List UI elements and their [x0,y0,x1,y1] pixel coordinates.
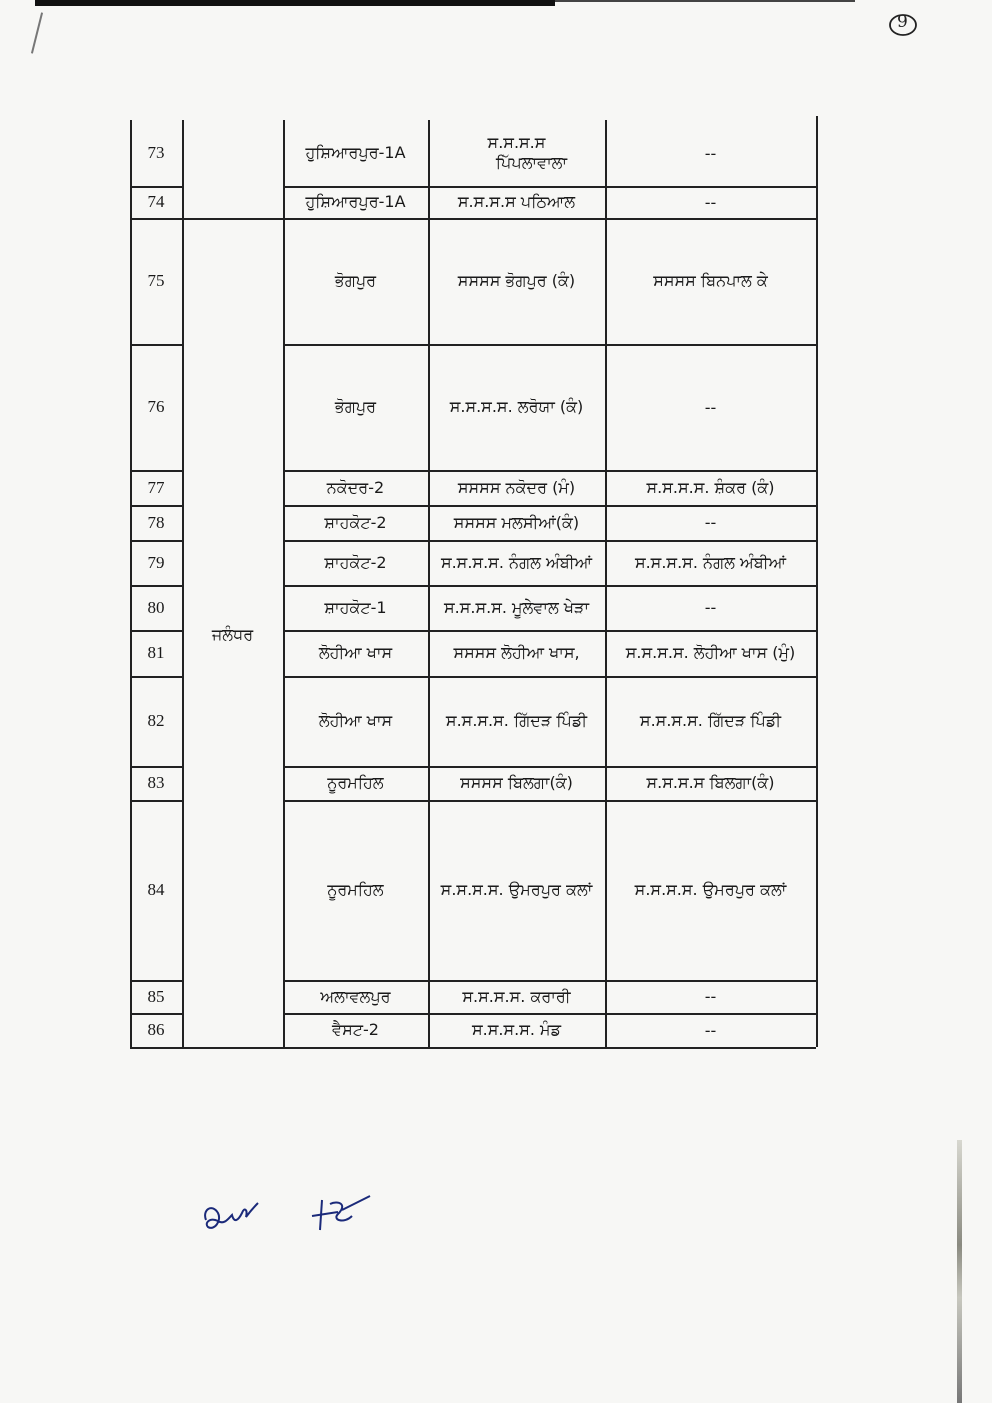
signature-2 [308,1192,378,1241]
serial-number: 85 [147,986,165,1006]
block-name: ਭੋਗਪੁਰ [334,271,377,290]
block-name: ਨੂਰਮਹਿਲ [327,880,384,899]
serial-number: 76 [147,397,165,416]
school-name: ਸਸਸਸ ਭੋਗਪੁਰ (ਕੰ) [457,271,576,290]
serial-number: 81 [147,643,165,662]
school-name: ਸ.ਸ.ਸ.ਸ. ਮੂਲੇਵਾਲ ਖੇੜਾ [443,597,590,617]
block-name: ਸ਼ਾਹਕੋਟ-2 [324,552,387,572]
scan-right-edge [957,1140,962,1403]
remarks: -- [704,987,717,1006]
school-name: ਸਸਸਸ ਬਿਲਗਾ(ਕੰ) [460,773,573,792]
scan-top-edge [35,0,555,6]
table-border [182,1047,283,1049]
table-border [816,116,818,1047]
table-border [283,1047,816,1049]
school-name: ਸ.ਸ.ਸ.ਸ. ਗਿੱਦੜ ਪਿੰਡੀ [445,711,588,730]
remarks: ਸ.ਸ.ਸ.ਸ. ਗਿੱਦੜ ਪਿੰਡੀ [639,711,782,730]
remarks: ਸ.ਸ.ਸ.ਸ. ਉਮਰਪੁਰ ਕਲਾਂ [634,880,787,899]
school-name: ਸ.ਸ.ਸ.ਸ. ਮੰਡ [472,1020,561,1039]
serial-number: 78 [147,512,165,532]
page-number-mark: 9 [887,10,921,46]
serial-number: 75 [147,271,165,290]
school-name: ਸਸਸਸ ਮਲਸੀਆਂ(ਕੰ) [453,512,580,532]
block-name: ਨਕੋਦਰ-2 [326,477,385,497]
block-name: ਨੂਰਮਹਿਲ [327,773,384,792]
serial-number: 74 [147,192,165,211]
remarks: ਸ.ਸ.ਸ.ਸ. ਨੰਗਲ ਅੰਬੀਆਂ [634,552,787,572]
serial-number: 84 [147,880,165,899]
table-border [130,1047,182,1049]
serial-number: 86 [147,1020,165,1039]
serial-number: 79 [147,552,165,572]
remarks: -- [704,1020,717,1040]
block-name: ਅਲਾਵਲਪੁਰ [320,986,391,1006]
block-name: ਸ਼ਾਹਕੋਟ-2 [324,512,387,532]
remarks: -- [704,192,717,212]
school-name [428,120,605,186]
remarks: ਸ.ਸ.ਸ.ਸ. ਸ਼ੰਕਰ (ਕੰ) [646,477,775,497]
block-name: ਹੁਸ਼ਿਆਰਪੁਰ-1A [305,143,406,162]
remarks: -- [704,397,717,417]
school-name-line2: ਪਿੱਪਲਾਵਾਲਾ [495,153,568,172]
serial-number: 83 [147,773,165,792]
remarks: -- [704,143,717,163]
block-name: ਵੈਸਟ-2 [332,1020,379,1039]
school-name: ਸ.ਸ.ਸ.ਸ. ਲਰੋਯਾ (ਕੰ) [449,397,584,416]
serial-number: 77 [147,477,165,497]
remarks: ਸ.ਸ.ਸ.ਸ ਬਿਲਗਾ(ਕੰ) [646,773,775,792]
remarks: -- [704,598,717,617]
block-name: ਲੋਹੀਆ ਖਾਸ [318,711,393,730]
school-name: ਸ.ਸ.ਸ.ਸ. ਉਮਰਪੁਰ ਕਲਾਂ [440,880,593,899]
scan-top-edge-thin [555,0,855,2]
serial-number: 82 [147,711,165,730]
serial-number: 73 [147,143,165,162]
remarks: ਸ.ਸ.ਸ.ਸ. ਲੋਹੀਆ ਖਾਸ (ਮੁੰ) [625,643,796,662]
school-name: ਸ.ਸ.ਸ.ਸ. ਨੰਗਲ ਅੰਬੀਆਂ [440,552,593,572]
school-name: ਸਸਸਸ ਲੋਹੀਆ ਖਾਸ, [453,643,580,662]
table-border [182,218,283,220]
block-name: ਭੋਗਪੁਰ [334,397,377,416]
school-name: ਸਸਸਸ ਨਕੋਦਰ (ਮੰ) [457,477,576,497]
block-name: ਲੋਹੀਆ ਖਾਸ [318,643,393,662]
school-name: ਸ.ਸ.ਸ.ਸ ਪਠਿਆਲ [457,192,576,211]
block-name: ਹੁਸ਼ਿਆਰਪੁਰ-1A [305,192,406,211]
district-name: ਜਲੰਧਰ [211,625,254,644]
serial-number: 80 [147,597,165,617]
signature-1 [198,1195,268,1244]
table-border [182,120,184,1047]
scan-corner-mark [31,12,43,53]
school-name: ਸ.ਸ.ਸ.ਸ. ਕਰਾਰੀ [462,986,571,1006]
remarks: ਸਸਸਸ ਬਿਨਪਾਲ ਕੇ [653,271,768,290]
block-name: ਸ਼ਾਹਕੋਟ-1 [324,597,387,617]
remarks: -- [704,513,717,532]
school-name-line1: ਸ.ਸ.ਸ.ਸ [487,133,546,152]
